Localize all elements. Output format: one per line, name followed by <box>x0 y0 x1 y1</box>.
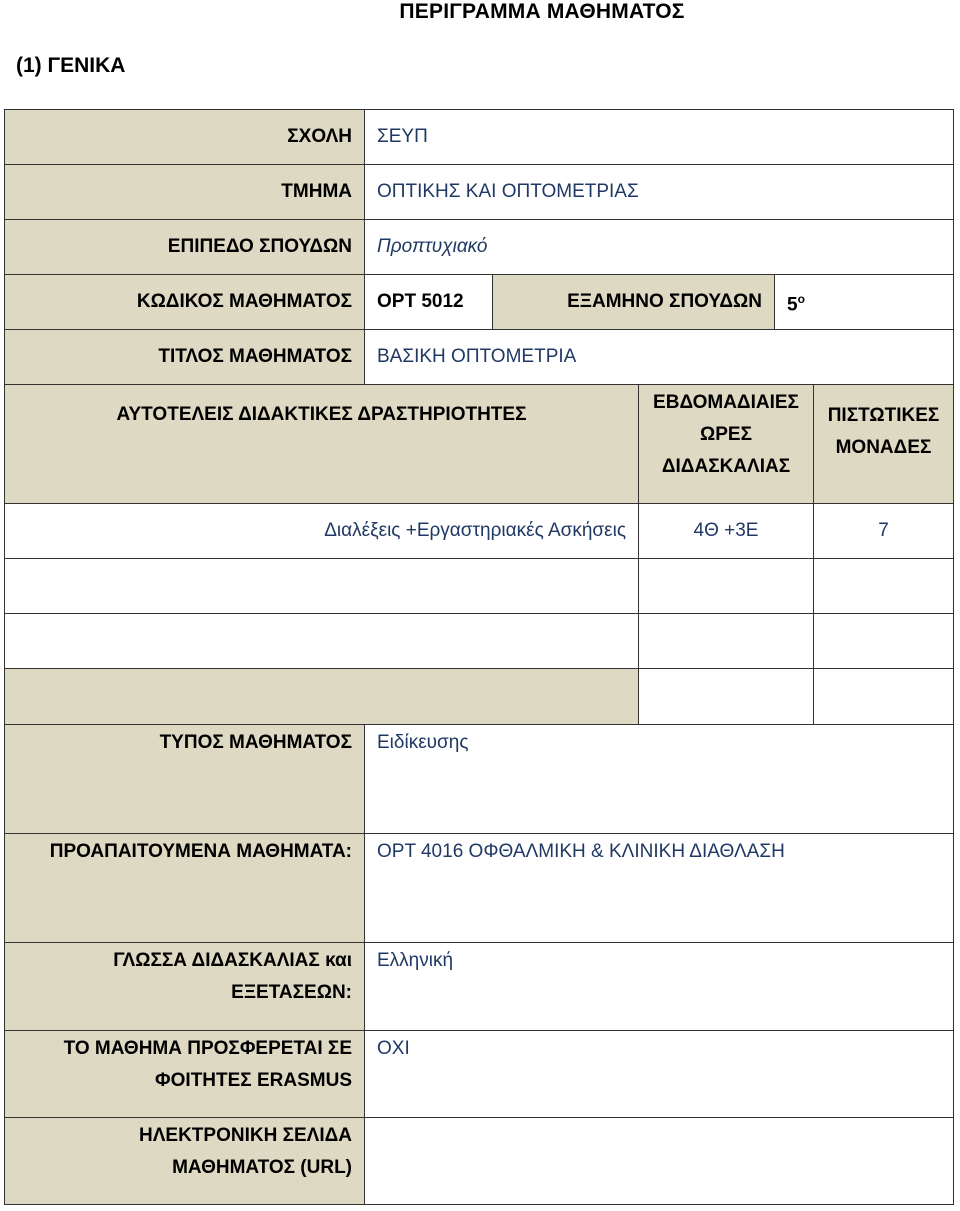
activity-row-text: Διαλέξεις +Εργαστηριακές Ασκήσεις <box>324 520 626 541</box>
language-value-cell <box>364 942 954 1031</box>
section-heading: (1) ΓΕΝΙΚΑ <box>16 54 126 77</box>
prerequisites-value-cell <box>364 833 954 943</box>
activity-hours: 4Θ +3Ε <box>693 520 759 541</box>
semester-number: 5 <box>787 294 798 316</box>
course-type-value: Ειδίκευσης <box>377 732 469 753</box>
empty-credits-cell <box>813 668 954 725</box>
credits-header-cell <box>813 384 954 504</box>
department-value: ΟΠΤΙΚΗΣ ΚΑΙ ΟΠΤΟΜΕΤΡΙΑΣ <box>377 181 639 202</box>
semester-value <box>775 283 817 321</box>
activities-header-cell <box>4 384 639 504</box>
empty-hours-cell <box>638 558 814 614</box>
document-title: ΠΕΡΙΓΡΑΜΜΑ ΜΑΘΗΜΑΤΟΣ <box>399 0 685 23</box>
credits-header-line1: ΠΙΣΤΩΤΙΚΕΣ <box>827 405 940 426</box>
url-label-line2: ΜΑΘΗΜΑΤΟΣ (URL) <box>172 1157 352 1178</box>
erasmus-label-line2: ΦΟΙΤΗΤΕΣ ERASMUS <box>155 1070 352 1091</box>
school-value-cell <box>364 109 954 165</box>
school-label-cell <box>4 109 365 165</box>
course-title-value: ΒΑΣΙΚΗ ΟΠΤΟΜΕΤΡΙΑ <box>377 346 577 367</box>
activities-header: ΑΥΤΟΤΕΛΕΙΣ ΔΙΔΑΚΤΙΚΕΣ ΔΡΑΣΤΗΡΙΟΤΗΤΕΣ <box>116 404 527 425</box>
semester-value-cell <box>774 274 954 330</box>
language-label-line1: ΓΛΩΣΣΑ ΔΙΔΑΣΚΑΛΙΑΣ και <box>113 950 352 971</box>
course-code-value-cell <box>364 274 493 330</box>
activity-credits: 7 <box>878 520 889 541</box>
department-label-cell <box>4 164 365 220</box>
hours-header-line2: ΩΡΕΣ <box>700 424 752 445</box>
school-label: ΣΧΟΛΗ <box>287 126 352 147</box>
school-value: ΣΕΥΠ <box>377 126 428 147</box>
course-code-label-cell <box>4 274 365 330</box>
level-label-cell <box>4 219 365 275</box>
level-label: ΕΠΙΠΕΔΟ ΣΠΟΥΔΩΝ <box>167 236 352 257</box>
activity-credits-cell <box>813 503 954 559</box>
activity-row-cell <box>4 503 639 559</box>
course-code-label: ΚΩΔΙΚΟΣ ΜΑΘΗΜΑΤΟΣ <box>136 291 352 312</box>
url-label-line1: ΗΛΕΚΤΡΟΝΙΚΗ ΣΕΛΙΔΑ <box>139 1125 352 1146</box>
prerequisites-value: OPT 4016 ΟΦΘΑΛΜΙΚΗ & ΚΛΙΝΙΚΗ ΔΙΑΘΛΑΣΗ <box>377 841 785 862</box>
language-label-cell <box>4 942 365 1031</box>
url-label-cell <box>4 1117 365 1205</box>
empty-activity-cell <box>4 613 639 669</box>
semester-label-cell <box>492 274 775 330</box>
department-label: ΤΜΗΜΑ <box>281 181 352 202</box>
language-value: Ελληνική <box>377 950 454 971</box>
credits-header-line2: ΜΟΝΑΔΕΣ <box>835 437 932 458</box>
erasmus-value-cell <box>364 1030 954 1118</box>
erasmus-label-line1: ΤΟ ΜΑΘΗΜΑ ΠΡΟΣΦΕΡΕΤΑΙ ΣΕ <box>63 1038 352 1059</box>
hours-header-line3: ΔΙΔΑΣΚΑΛΙΑΣ <box>661 456 791 477</box>
empty-credits-cell <box>813 558 954 614</box>
course-type-label-cell <box>4 724 365 834</box>
semester-suffix: ο <box>797 291 805 306</box>
empty-activity-cell-shaded <box>4 668 639 725</box>
erasmus-value: ΟΧΙ <box>377 1038 410 1059</box>
course-code-value: OPT 5012 <box>377 291 464 312</box>
empty-activity-cell <box>4 558 639 614</box>
prerequisites-label: ΠΡΟΑΠΑΙΤΟΥΜΕΝΑ ΜΑΘΗΜΑΤΑ: <box>49 841 352 862</box>
empty-credits-cell <box>813 613 954 669</box>
empty-hours-cell <box>638 613 814 669</box>
empty-hours-cell <box>638 668 814 725</box>
course-type-label: ΤΥΠΟΣ ΜΑΘΗΜΑΤΟΣ <box>159 732 352 753</box>
course-title-value-cell <box>364 329 954 385</box>
erasmus-label-cell <box>4 1030 365 1118</box>
url-value-cell <box>364 1117 954 1205</box>
level-value-cell <box>364 219 954 275</box>
language-label-line2: ΕΞΕΤΑΣΕΩΝ: <box>231 982 352 1003</box>
prerequisites-label-cell <box>4 833 365 943</box>
hours-header-cell <box>638 384 814 504</box>
activity-hours-cell <box>638 503 814 559</box>
level-value: Προπτυχιακό <box>377 236 488 257</box>
course-type-value-cell <box>364 724 954 834</box>
hours-header-line1: ΕΒΔΟΜΑΔΙΑΙΕΣ <box>653 392 799 413</box>
semester-label: ΕΞΑΜΗΝΟ ΣΠΟΥΔΩΝ <box>567 291 762 312</box>
department-value-cell <box>364 164 954 220</box>
course-title-label-cell <box>4 329 365 385</box>
course-title-label: ΤΙΤΛΟΣ ΜΑΘΗΜΑΤΟΣ <box>158 346 352 367</box>
